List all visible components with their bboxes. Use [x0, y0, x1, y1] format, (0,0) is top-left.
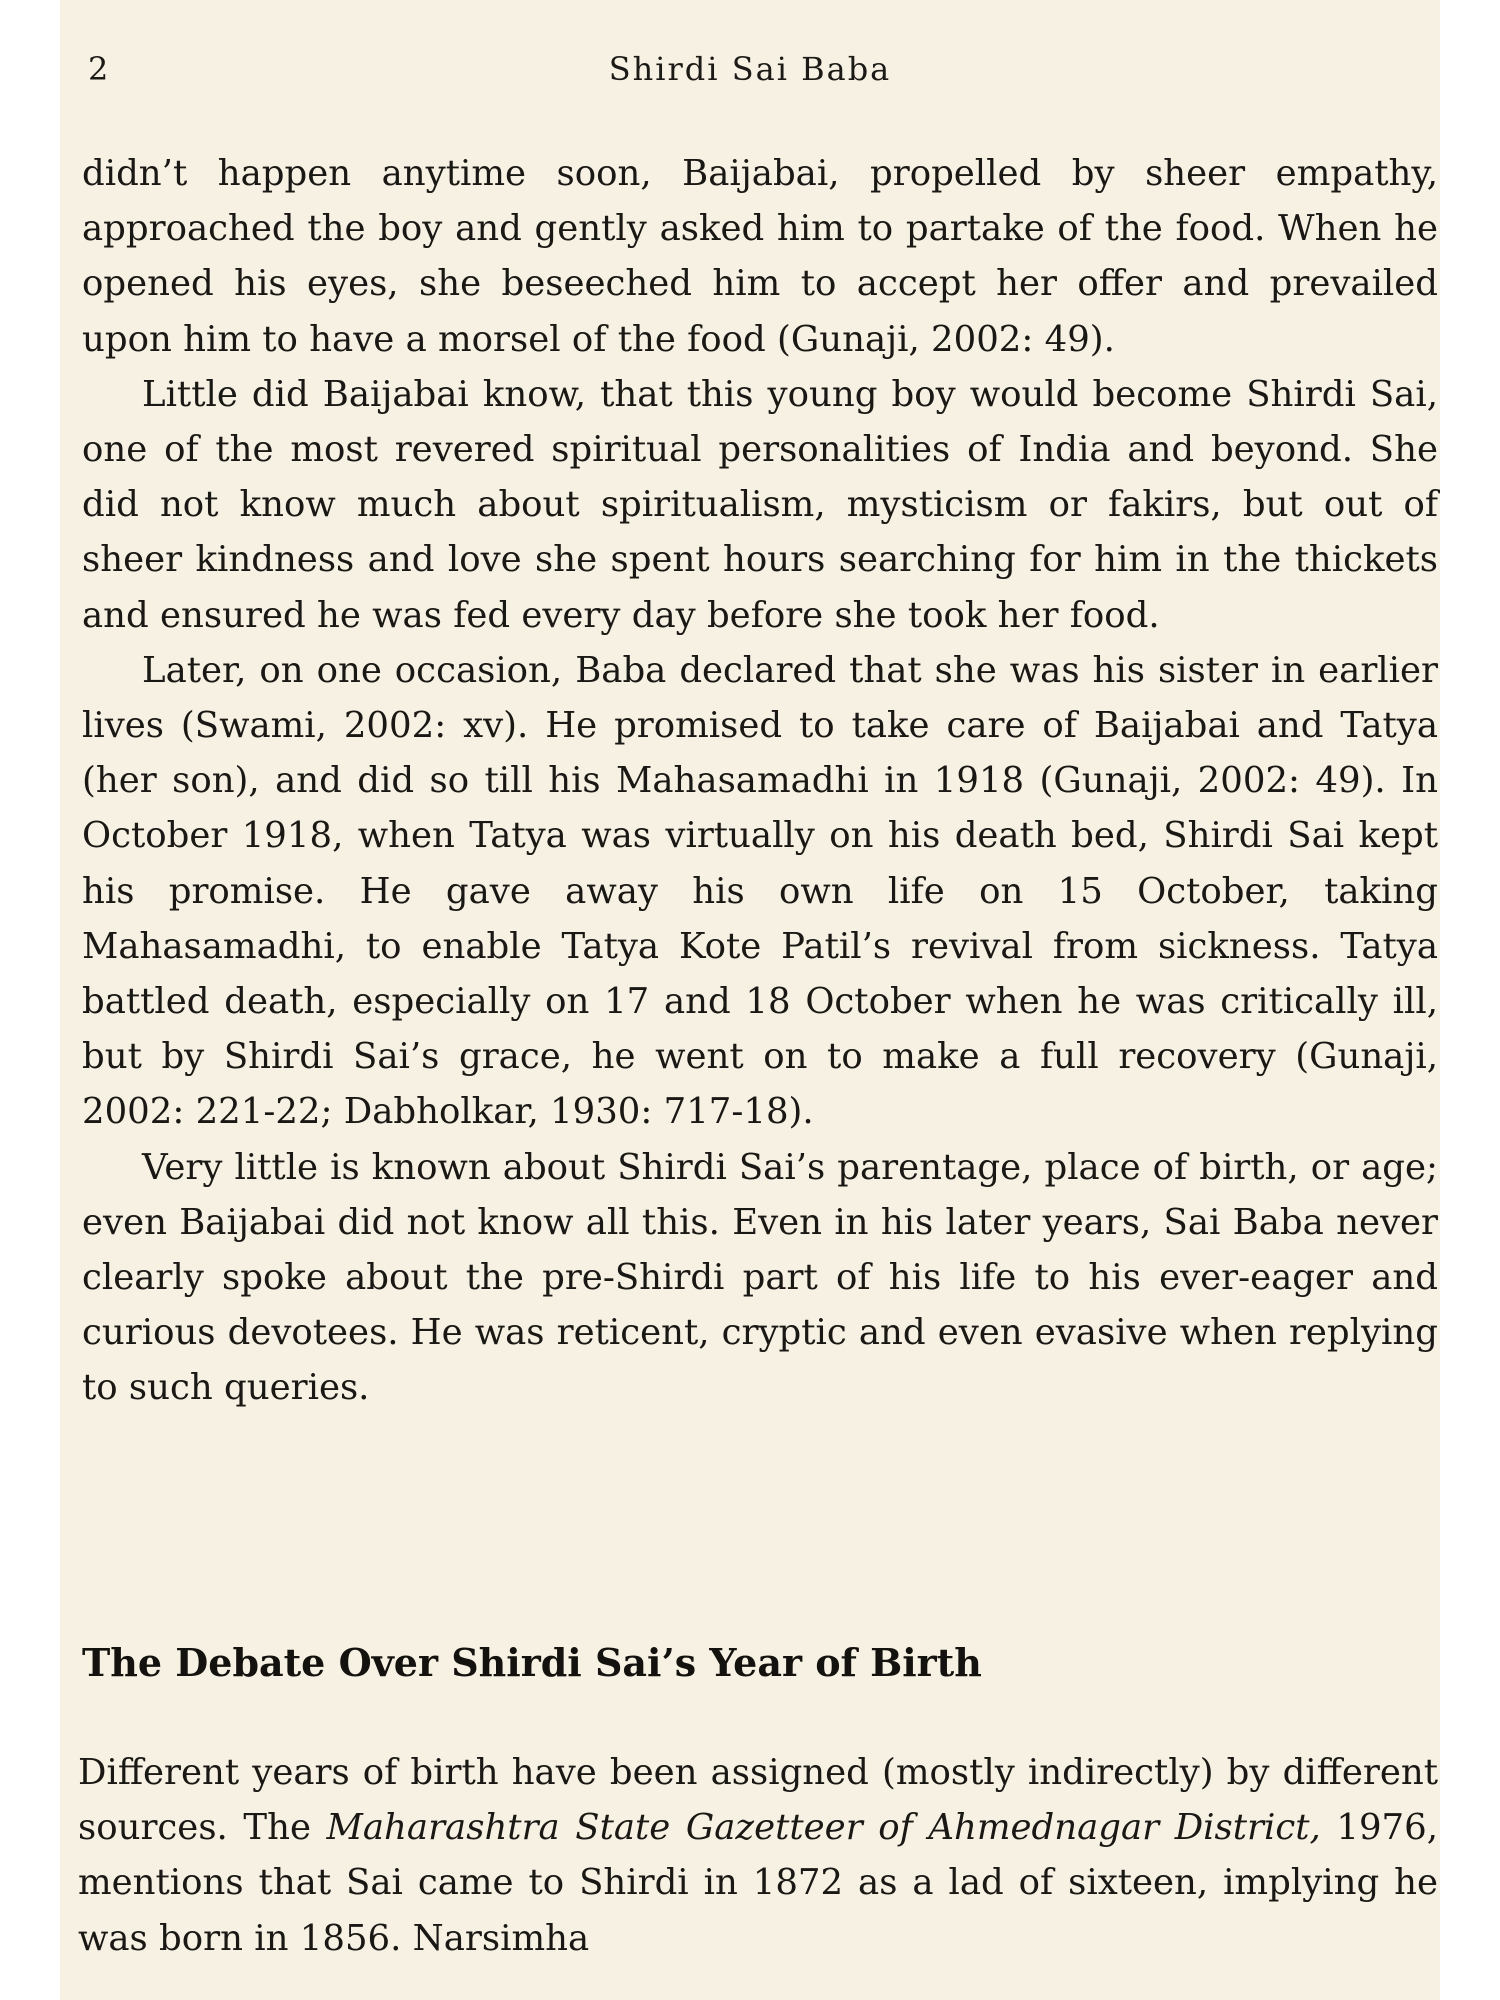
paragraph-year-of-birth: [78, 1745, 1438, 1966]
paragraph-text-start: Different years of birth have been assigned (mostly indirectly) by different sources. The: [78, 1752, 1438, 1849]
book-page: [60, 0, 1440, 2000]
paragraph-baijabai: Little did Baijabai know, that this young boy would become Shirdi Sai, one of the most revered spiritual personalities of India and beyond. She did not know much about spiritualism, mysticism or fakirs, but out of sheer kindness and love she spent hours searching for him in the thickets and ensured he was fed every day before she took her food.: [82, 373, 1438, 636]
gazetteer-title: Maharashtra State Gazetteer of Ahmednagar District,: [326, 1807, 1321, 1849]
paragraph-later-occasion: Later, on one occasion, Baba declared that she was his sister in earlier lives (Swami, 2002: xv). He promised to take care of Baijabai and Tatya (her son), and did so till his Mahasamadhi in 1918 (Gunaji, 2002: 49). In October 1918, when Tatya was virtually on his death bed, Shirdi Sai kept his promise. He gave away his own life on 15 October, taking Mahasamadhi, to enable Tatya Kote Patil’s revival from sickness. Tatya battled death, especially on 17 and 18 October when he was critically ill, but by Shirdi Sai’s grace, he went on to make a full recovery (Gunaji, 2002: 221-22; Dabholkar, 1930: 717-18).: [82, 649, 1438, 1133]
paragraph-continued: didn’t happen anytime soon, Baijabai, propelled by sheer empathy, approached the boy and gently asked him to partake of the food. When he opened his eyes, she beseeched him to accept her offer and prevailed upon him to have a morsel of the food (Gunaji, 2002: 49).: [82, 153, 1438, 360]
page-header: [60, 50, 1440, 100]
section-body: [78, 1745, 1438, 1966]
page-number: 2: [88, 50, 110, 88]
body-text: [82, 146, 1438, 1416]
running-title: Shirdi Sai Baba: [608, 50, 892, 88]
paragraph-text-end: 1976, mentions that Sai came to Shirdi in 1872 as a lad of sixteen, implying he was born in 1856. Narsimha: [78, 1807, 1438, 1959]
section-heading: The Debate Over Shirdi Sai’s Year of Birth: [82, 1640, 982, 1685]
paragraph-parentage: Very little is known about Shirdi Sai’s parentage, place of birth, or age; even Baijabai did not know all this. Even in his later years, Sai Baba never clearly spoke about the pre-Shirdi part of his life to his ever-eager and curious devotees. He was reticent, cryptic and even evasive when replying to such queries.: [82, 1146, 1438, 1409]
